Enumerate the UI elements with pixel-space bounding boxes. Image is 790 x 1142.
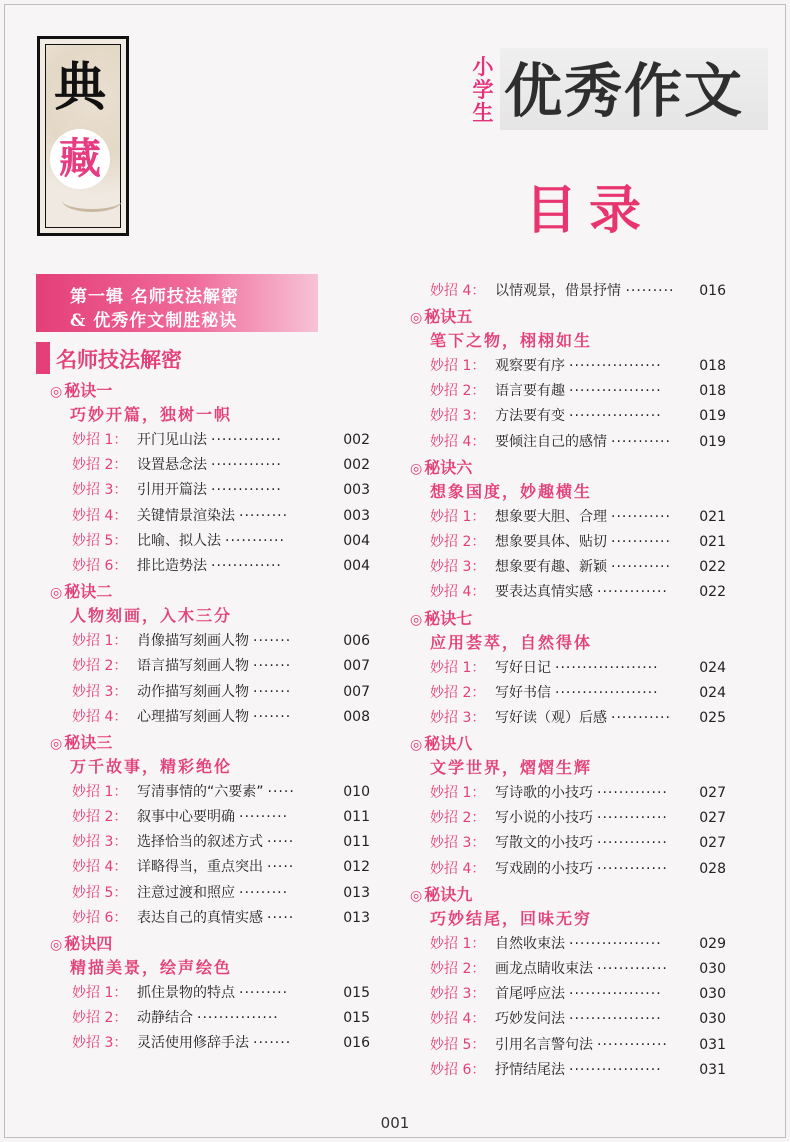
entry-page: 024 — [699, 659, 726, 676]
entry-page: 027 — [699, 785, 726, 802]
entry-page: 025 — [699, 709, 726, 726]
entry-label: 妙招 2： — [430, 961, 486, 977]
entry-page: 021 — [699, 533, 726, 550]
entry-label: 妙招 1： — [430, 935, 486, 952]
entry-text: 语言描写刻画人物 — [137, 658, 249, 675]
entry-page: 010 — [343, 783, 370, 800]
entry-label: 妙招 4： — [430, 433, 486, 450]
bullseye-icon: ◎ — [410, 611, 423, 628]
toc-entry[interactable] — [410, 681, 726, 706]
entry-page: 003 — [343, 507, 370, 524]
toc-entry[interactable] — [410, 656, 726, 681]
entry-text: 想象要有趣、新颖 — [495, 559, 607, 576]
toc-entry[interactable] — [410, 706, 726, 731]
toc-entry[interactable] — [410, 957, 726, 982]
entry-page: 002 — [343, 457, 370, 474]
entry-label: 妙招 2： — [430, 684, 486, 701]
entry-page: 031 — [699, 1061, 726, 1078]
entry-text: 抒情结尾法 — [495, 1061, 565, 1078]
entry-label: 妙招 1： — [72, 783, 128, 800]
entry-text: 抓住景物的特点 — [137, 985, 235, 1001]
entry-page: 004 — [343, 532, 370, 549]
stamp-char-top: 典 — [54, 57, 107, 118]
entry-leader: ····· — [267, 783, 295, 800]
toc-entry[interactable] — [50, 1006, 370, 1031]
entry-page: 028 — [699, 860, 726, 877]
entry-leader: ············· — [211, 432, 282, 448]
entry-label: 妙招 6： — [430, 1061, 486, 1078]
entry-page: 029 — [699, 935, 726, 952]
toc-entry[interactable] — [50, 881, 370, 906]
entry-leader: ····· — [267, 834, 295, 851]
entry-leader: ················· — [569, 935, 662, 952]
entry-text: 排比造势法 — [137, 557, 207, 574]
entry-text: 写好日记 — [495, 659, 551, 676]
toc-entry[interactable] — [410, 354, 726, 379]
entry-leader: ········· — [239, 985, 289, 1001]
entry-text: 叙事中心要明确 — [137, 809, 235, 826]
entry-leader: ············· — [211, 457, 282, 474]
bullseye-icon: ◎ — [50, 585, 63, 602]
stamp-char-bottom: 藏 — [50, 129, 110, 189]
entry-page: 008 — [343, 708, 370, 725]
entry-page: 004 — [343, 557, 370, 574]
entry-page: 022 — [699, 559, 726, 576]
entry-leader: ············· — [597, 860, 668, 877]
entry-text: 开门见山法 — [137, 432, 207, 448]
entry-text: 写散文的小技巧 — [495, 835, 593, 852]
entry-leader: ········· — [239, 884, 289, 901]
entry-leader: ··················· — [555, 684, 659, 701]
entry-leader: ··················· — [555, 659, 659, 676]
cloud-swirl-icon — [62, 189, 122, 212]
secret-text: 秘诀二 — [64, 582, 113, 602]
secret-label — [410, 882, 726, 906]
entry-page: 030 — [699, 986, 726, 1003]
entry-page: 011 — [343, 834, 370, 851]
secret-text: 秘诀三 — [64, 732, 113, 752]
toc-entry[interactable] — [410, 1033, 726, 1058]
entry-page: 031 — [699, 1036, 726, 1053]
entry-leader: ····· — [267, 909, 295, 926]
entry-leader: ················· — [569, 1061, 662, 1078]
entry-text: 观察要有序 — [495, 358, 565, 374]
entry-label: 妙招 1： — [72, 633, 128, 650]
entry-label: 妙招 1： — [430, 358, 486, 374]
entry-text: 动作描写刻画人物 — [137, 683, 249, 700]
entry-leader: ············· — [211, 482, 282, 499]
entry-label: 妙招 1： — [430, 508, 486, 525]
entry-text: 写好书信 — [495, 684, 551, 701]
chapter-heading[interactable]: 文学世界，熠熠生辉 — [430, 758, 593, 778]
secret-label — [410, 731, 726, 755]
entry-leader: ················· — [569, 383, 662, 400]
secret-text: 秘诀四 — [64, 934, 113, 953]
entry-page: 013 — [343, 909, 370, 926]
entry-page: 007 — [343, 658, 370, 675]
toc-entry[interactable] — [50, 654, 370, 679]
entry-text: 写诗歌的小技巧 — [495, 785, 593, 802]
bullseye-icon: ◎ — [410, 887, 423, 904]
secret-label — [50, 931, 370, 955]
entry-leader: ······· — [253, 683, 292, 700]
toc-entry[interactable] — [50, 780, 370, 805]
entry-text: 画龙点睛收束法 — [495, 961, 593, 977]
toc-entry[interactable] — [50, 529, 370, 554]
entry-leader: ··········· — [225, 532, 285, 549]
toc-entry[interactable] — [50, 680, 370, 705]
toc-entry[interactable] — [410, 404, 726, 429]
toc-right-column — [410, 304, 726, 1083]
entry-page: 016 — [699, 283, 726, 299]
part-title-line1: 第一辑 名师技法解密 — [70, 287, 239, 307]
entry-label: 妙招 4： — [72, 708, 128, 725]
toc-entry[interactable] — [410, 555, 726, 580]
entry-leader: ················· — [569, 1011, 662, 1028]
chapter-heading[interactable]: 巧妙开篇，独树一帜 — [70, 405, 233, 424]
entry-page: 018 — [699, 383, 726, 400]
entry-leader: ············· — [597, 961, 668, 977]
toc-entry[interactable] — [50, 805, 370, 830]
corner-stamp — [37, 36, 129, 236]
entry-leader: ··············· — [197, 1010, 279, 1027]
entry-leader: ············· — [597, 1036, 668, 1053]
entry-page: 016 — [343, 1035, 370, 1052]
entry-label: 妙招 2： — [72, 809, 128, 826]
entry-label: 妙招 5： — [430, 1036, 486, 1053]
toc-entry[interactable] — [410, 1058, 726, 1083]
toc-entry[interactable] — [50, 478, 370, 503]
toc-entry[interactable] — [410, 806, 726, 831]
toc-entry[interactable] — [50, 428, 370, 453]
toc-entry[interactable] — [410, 379, 726, 404]
entry-label: 妙招 4： — [430, 1011, 486, 1028]
secret-label — [410, 304, 726, 328]
entry-leader: ············· — [597, 785, 668, 802]
entry-text: 方法要有变 — [495, 408, 565, 425]
entry-text: 写好读（观）后感 — [495, 709, 607, 726]
chapter-heading[interactable]: 应用荟萃，自然得体 — [430, 632, 593, 652]
secret-label — [410, 606, 726, 630]
entry-leader: ······· — [253, 658, 292, 675]
entry-label: 妙招 1： — [430, 785, 486, 802]
entry-text: 写戏剧的小技巧 — [495, 860, 593, 877]
toc-entry[interactable] — [410, 831, 726, 856]
entry-page: 027 — [699, 835, 726, 852]
entry-label: 妙招 3： — [430, 835, 486, 852]
page-number: 001 — [380, 1114, 410, 1132]
toc-entry[interactable] — [50, 453, 370, 478]
entry-page: 022 — [699, 584, 726, 601]
entry-label: 妙招 4： — [72, 507, 128, 524]
entry-label: 妙招 3： — [430, 559, 486, 576]
entry-label: 妙招 5： — [72, 884, 128, 901]
chapter-heading[interactable]: 精描美景，绘声绘色 — [70, 958, 233, 977]
secret-label — [50, 579, 370, 603]
entry-page: 013 — [343, 884, 370, 901]
entry-page: 007 — [343, 683, 370, 700]
entry-text: 引用开篇法 — [137, 482, 207, 499]
entry-text: 要表达真情实感 — [495, 584, 593, 601]
secret-label — [50, 730, 370, 754]
toc-entry[interactable] — [410, 580, 726, 605]
entry-label: 妙招 2： — [430, 533, 486, 550]
entry-leader: ········· — [625, 283, 675, 299]
entry-text: 肖像描写刻画人物 — [137, 633, 249, 650]
entry-page: 030 — [699, 1011, 726, 1028]
section-title: 名师技法解密 — [56, 347, 182, 372]
toc-left-column — [50, 378, 370, 1057]
toc-entry[interactable] — [50, 629, 370, 654]
entry-page: 024 — [699, 684, 726, 701]
brand-subtitle: 小学生 — [472, 55, 494, 125]
part-title-line2: & 优秀作文制胜秘诀 — [70, 311, 238, 331]
toc-entry[interactable] — [410, 781, 726, 806]
entry-page: 027 — [699, 810, 726, 827]
entry-leader: ··········· — [611, 433, 671, 450]
entry-label: 妙招 3： — [72, 683, 128, 700]
entry-label: 妙招 2： — [72, 658, 128, 675]
entry-page: 006 — [343, 633, 370, 650]
chapter-heading[interactable]: 笔下之物，栩栩如生 — [430, 331, 593, 350]
entry-label: 妙招 3： — [430, 986, 486, 1003]
entry-page: 021 — [699, 508, 726, 525]
toc-entry[interactable] — [50, 906, 370, 931]
toc-entry[interactable] — [50, 504, 370, 529]
toc-entry[interactable] — [410, 1007, 726, 1032]
entry-leader: ······· — [253, 1035, 292, 1052]
toc-entry[interactable] — [410, 982, 726, 1007]
entry-page: 019 — [699, 408, 726, 425]
entry-text: 想象要大胆、合理 — [495, 508, 607, 525]
entry-text: 详略得当，重点突出 — [137, 859, 263, 876]
toc-right-top — [410, 278, 726, 304]
entry-label: 妙招 4： — [430, 283, 486, 299]
entry-page: 003 — [343, 482, 370, 499]
entry-label: 妙招 4： — [430, 860, 486, 877]
entry-label: 妙招 2： — [72, 1010, 128, 1027]
entry-text: 选择恰当的叙述方式 — [137, 834, 263, 851]
entry-text: 要倾注自己的感情 — [495, 433, 607, 450]
entry-label: 妙招 6： — [72, 909, 128, 926]
entry-text: 自然收束法 — [495, 935, 565, 952]
bullseye-icon: ◎ — [50, 735, 63, 752]
entry-leader: ············· — [597, 584, 668, 601]
entry-page: 002 — [343, 432, 370, 448]
toc-entry[interactable] — [50, 855, 370, 880]
secret-text: 秘诀七 — [424, 608, 473, 628]
toc-entry[interactable] — [50, 1031, 370, 1056]
secret-text: 秘诀五 — [424, 307, 473, 326]
chapter-heading[interactable]: 万千故事，精彩绝伦 — [70, 756, 233, 776]
toc-entry[interactable] — [410, 505, 726, 530]
entry-text: 引用名言警句法 — [495, 1036, 593, 1053]
secret-text: 秘诀六 — [424, 457, 473, 477]
entry-text: 写清事情的“六要素” — [137, 783, 264, 800]
secret-text: 秘诀九 — [424, 884, 473, 904]
bullseye-icon: ◎ — [50, 937, 63, 953]
toc-title: 目录 — [525, 180, 654, 241]
toc-entry[interactable] — [410, 278, 726, 304]
entry-leader: ··········· — [611, 508, 671, 525]
entry-text: 关键情景渲染法 — [137, 507, 235, 524]
chapter-heading[interactable]: 想象国度，妙趣横生 — [430, 481, 593, 501]
entry-page: 030 — [699, 961, 726, 977]
entry-leader: ····· — [267, 859, 295, 876]
part-banner — [36, 274, 318, 332]
entry-label: 妙招 3： — [72, 834, 128, 851]
entry-leader: ··········· — [611, 559, 671, 576]
entry-label: 妙招 5： — [72, 532, 128, 549]
entry-text: 想象要具体、贴切 — [495, 533, 607, 550]
toc-entry[interactable] — [410, 430, 726, 455]
entry-label: 妙招 1： — [72, 985, 128, 1001]
entry-label: 妙招 1： — [72, 432, 128, 448]
entry-page: 015 — [343, 985, 370, 1001]
entry-leader: ················· — [569, 986, 662, 1003]
entry-text: 心理描写刻画人物 — [137, 708, 249, 725]
toc-entry[interactable] — [410, 932, 726, 957]
entry-label: 妙招 2： — [430, 810, 486, 827]
chapter-heading[interactable]: 人物刻画，入木三分 — [70, 606, 233, 626]
entry-page: 011 — [343, 809, 370, 826]
entry-text: 设置悬念法 — [137, 457, 207, 474]
bullseye-icon: ◎ — [410, 310, 423, 326]
entry-page: 019 — [699, 433, 726, 450]
entry-label: 妙招 6： — [72, 557, 128, 574]
bullseye-icon: ◎ — [410, 460, 423, 477]
entry-text: 灵活使用修辞手法 — [137, 1035, 249, 1052]
entry-leader: ··········· — [611, 709, 671, 726]
entry-page: 012 — [343, 859, 370, 876]
entry-leader: ················· — [569, 408, 662, 425]
entry-leader: ······· — [253, 633, 292, 650]
entry-text: 首尾呼应法 — [495, 986, 565, 1003]
entry-text: 巧妙发问法 — [495, 1011, 565, 1028]
entry-page: 018 — [699, 358, 726, 374]
entry-leader: ············· — [597, 810, 668, 827]
toc-entry[interactable] — [50, 981, 370, 1006]
secret-label — [410, 455, 726, 479]
toc-entry[interactable] — [410, 530, 726, 555]
entry-leader: ··········· — [611, 533, 671, 550]
entry-leader: ············· — [211, 557, 282, 574]
bullseye-icon: ◎ — [50, 384, 63, 400]
entry-label: 妙招 3： — [72, 1035, 128, 1052]
entry-leader: ················· — [569, 358, 662, 374]
entry-text: 动静结合 — [137, 1010, 193, 1027]
secret-text: 秘诀八 — [424, 734, 473, 754]
entry-label: 妙招 3： — [430, 709, 486, 726]
entry-leader: ······· — [253, 708, 292, 725]
toc-entry[interactable] — [50, 554, 370, 579]
entry-text: 比喻、拟人法 — [137, 532, 221, 549]
entry-page: 015 — [343, 1010, 370, 1027]
chapter-heading[interactable]: 巧妙结尾，回味无穷 — [430, 908, 593, 928]
entry-text: 写小说的小技巧 — [495, 810, 593, 827]
entry-label: 妙招 1： — [430, 659, 486, 676]
entry-text: 表达自己的真情实感 — [137, 909, 263, 926]
secret-text: 秘诀一 — [64, 381, 113, 400]
toc-entry[interactable] — [50, 830, 370, 855]
entry-leader: ············· — [597, 835, 668, 852]
entry-label: 妙招 3： — [72, 482, 128, 499]
toc-entry[interactable] — [50, 705, 370, 730]
entry-label: 妙招 2： — [72, 457, 128, 474]
brand-title: 优秀作文 — [504, 57, 745, 125]
entry-label: 妙招 4： — [430, 584, 486, 601]
entry-label: 妙招 2： — [430, 383, 486, 400]
secret-label — [50, 378, 370, 402]
entry-label: 妙招 3： — [430, 408, 486, 425]
bullseye-icon: ◎ — [410, 737, 423, 754]
entry-text: 注意过渡和照应 — [137, 884, 235, 901]
toc-entry[interactable] — [410, 857, 726, 882]
entry-text: 以情观景，借景抒情 — [495, 283, 621, 299]
entry-leader: ········· — [239, 809, 289, 826]
entry-label: 妙招 4： — [72, 859, 128, 876]
entry-leader: ········· — [239, 507, 289, 524]
entry-text: 语言要有趣 — [495, 383, 565, 400]
